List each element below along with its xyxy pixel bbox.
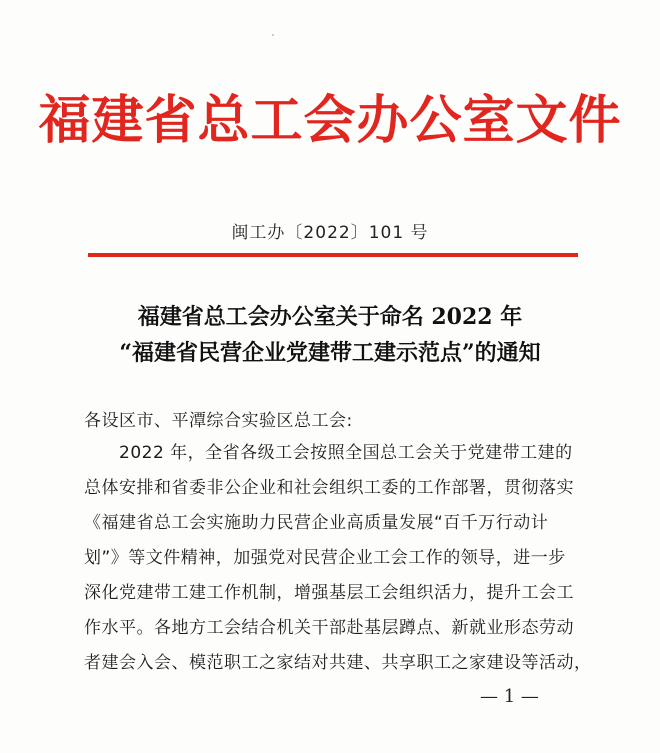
salutation: 各设区市、平潭综合实验区总工会: [84,411,353,431]
notice-title-line-1: 福建省总工会办公室关于命名 2022 年 [137,304,523,330]
body-line: 深化党建带工建工作机制，增强基层工会组织活力，提升工会工 [84,583,574,603]
body-line: 作水平。各地方工会结合机关干部赴基层蹲点、新就业形态劳动 [84,618,574,638]
body-line: 总体安排和省委非公企业和社会组织工委的工作部署，贯彻落实 [84,478,574,498]
scan-speck [272,34,274,36]
body-line: 2022 年，全省各级工会按照全国总工会关于党建带工建的 [84,443,573,463]
body-line: 划”》等文件精神，加强党对民营企业工会工作的领导，进一步 [84,548,566,568]
body-line: 者建会入会、模范职工之家结对共建、共享职工之家建设等活动， [84,653,592,673]
document-number: 闽工办〔2022〕101 号 [231,223,429,243]
body-line: 《福建省总工会实施助力民营企业高质量发展“百千万行动计 [84,513,549,533]
page-number: — 1 — [480,686,539,707]
masthead-title: 福建省总工会办公室文件 [38,90,622,151]
notice-title-line-2: “福建省民营企业党建带工建示范点”的通知 [119,340,541,366]
red-divider-rule [88,253,578,257]
